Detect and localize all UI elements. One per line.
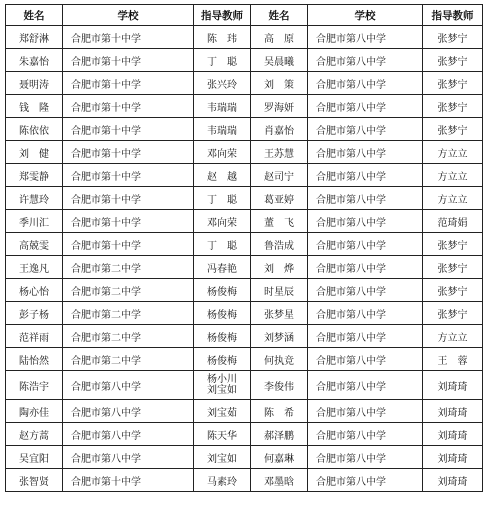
cell-school: 合肥市第十中学	[63, 187, 194, 210]
cell-student-name-2: 罗海妍	[251, 95, 308, 118]
table-row	[6, 348, 483, 371]
cell-school-2: 合肥市第八中学	[308, 256, 423, 279]
cell-school: 合肥市第八中学	[63, 446, 194, 469]
cell-student-name-2: 李俊伟	[251, 371, 308, 400]
table-row	[6, 279, 483, 302]
cell-advisor-2: 方立立	[423, 325, 483, 348]
cell-student-name-2: 郝泽鹏	[251, 423, 308, 446]
cell-school-2: 合肥市第八中学	[308, 279, 423, 302]
cell-advisor-2: 张梦宁	[423, 279, 483, 302]
cell-advisor-2: 刘琦琦	[423, 400, 483, 423]
cell-student-name: 吴宜阳	[6, 446, 63, 469]
cell-advisor: 赵 越	[194, 164, 251, 187]
cell-student-name-2: 陈 希	[251, 400, 308, 423]
cell-school-2: 合肥市第八中学	[308, 72, 423, 95]
cell-advisor-2: 张梦宁	[423, 26, 483, 49]
header-school-2: 学校	[308, 5, 423, 26]
table-row	[6, 49, 483, 72]
cell-student-name-2: 邓墨晗	[251, 469, 308, 492]
cell-advisor: 丁 聪	[194, 187, 251, 210]
cell-school: 合肥市第十中学	[63, 469, 194, 492]
cell-advisor-2: 张梦宁	[423, 302, 483, 325]
cell-school-2: 合肥市第八中学	[308, 325, 423, 348]
table-row	[6, 446, 483, 469]
cell-line: 杨小川	[207, 374, 237, 385]
cell-advisor-2: 张梦宁	[423, 256, 483, 279]
cell-student-name-2: 赵司宁	[251, 164, 308, 187]
cell-advisor: 杨俊梅	[194, 302, 251, 325]
cell-student-name-2: 何执竞	[251, 348, 308, 371]
cell-advisor-2: 张梦宁	[423, 233, 483, 256]
cell-school-2: 合肥市第八中学	[308, 348, 423, 371]
cell-advisor: 丁 聪	[194, 233, 251, 256]
table-row	[6, 72, 483, 95]
cell-advisor-2: 张梦宁	[423, 49, 483, 72]
cell-advisor-2: 刘琦琦	[423, 446, 483, 469]
cell-advisor: 丁 聪	[194, 49, 251, 72]
cell-advisor-2: 刘琦琦	[423, 469, 483, 492]
cell-student-name-2: 肖嘉怡	[251, 118, 308, 141]
cell-student-name: 钱 隆	[6, 95, 63, 118]
cell-school: 合肥市第十中学	[63, 210, 194, 233]
cell-advisor-2: 刘琦琦	[423, 423, 483, 446]
cell-advisor: 杨俊梅	[194, 279, 251, 302]
cell-school-2: 合肥市第八中学	[308, 95, 423, 118]
table-row	[6, 371, 483, 400]
header-advisor: 指导教师	[194, 5, 251, 26]
cell-school: 合肥市第二中学	[63, 348, 194, 371]
cell-student-name: 陈浩宇	[6, 371, 63, 400]
cell-school: 合肥市第十中学	[63, 118, 194, 141]
cell-advisor: 邓向荣	[194, 141, 251, 164]
cell-student-name: 杨心怡	[6, 279, 63, 302]
cell-school: 合肥市第十中学	[63, 72, 194, 95]
cell-school: 合肥市第二中学	[63, 279, 194, 302]
cell-advisor: 韦瑞瑞	[194, 95, 251, 118]
cell-student-name: 范祥雨	[6, 325, 63, 348]
cell-advisor-2: 方立立	[423, 141, 483, 164]
table-row	[6, 325, 483, 348]
header-row	[6, 5, 483, 26]
table-row	[6, 26, 483, 49]
cell-advisor-2: 方立立	[423, 164, 483, 187]
cell-school-2: 合肥市第八中学	[308, 118, 423, 141]
table-row	[6, 400, 483, 423]
cell-advisor: 冯春艳	[194, 256, 251, 279]
cell-student-name-2: 葛亚婷	[251, 187, 308, 210]
cell-student-name-2: 时星辰	[251, 279, 308, 302]
table-row	[6, 210, 483, 233]
cell-student-name-2: 王苏慧	[251, 141, 308, 164]
cell-school: 合肥市第十中学	[63, 49, 194, 72]
cell-student-name-2: 刘 策	[251, 72, 308, 95]
cell-student-name-2: 张梦星	[251, 302, 308, 325]
cell-school-2: 合肥市第八中学	[308, 423, 423, 446]
cell-school: 合肥市第二中学	[63, 302, 194, 325]
cell-student-name: 郑舒淋	[6, 26, 63, 49]
cell-school-2: 合肥市第八中学	[308, 400, 423, 423]
cell-student-name: 陶亦佳	[6, 400, 63, 423]
cell-advisor	[194, 371, 251, 400]
cell-school-2: 合肥市第八中学	[308, 164, 423, 187]
cell-student-name: 陈依依	[6, 118, 63, 141]
cell-school-2: 合肥市第八中学	[308, 210, 423, 233]
cell-advisor: 韦瑞瑞	[194, 118, 251, 141]
table-row	[6, 141, 483, 164]
cell-school-2: 合肥市第八中学	[308, 26, 423, 49]
cell-school: 合肥市第八中学	[63, 423, 194, 446]
header-name: 姓名	[6, 5, 63, 26]
cell-advisor-2: 张梦宁	[423, 118, 483, 141]
table-row	[6, 164, 483, 187]
cell-school-2: 合肥市第八中学	[308, 233, 423, 256]
cell-advisor-2: 张梦宁	[423, 95, 483, 118]
cell-advisor-2: 方立立	[423, 187, 483, 210]
cell-school-2: 合肥市第八中学	[308, 141, 423, 164]
header-name-2: 姓名	[251, 5, 308, 26]
cell-student-name: 赵方蒿	[6, 423, 63, 446]
header-school: 学校	[63, 5, 194, 26]
cell-school-2: 合肥市第八中学	[308, 302, 423, 325]
cell-advisor: 杨俊梅	[194, 325, 251, 348]
cell-school: 合肥市第八中学	[63, 371, 194, 400]
cell-student-name-2: 董 飞	[251, 210, 308, 233]
cell-student-name-2: 刘 烨	[251, 256, 308, 279]
table-row	[6, 469, 483, 492]
cell-school-2: 合肥市第八中学	[308, 446, 423, 469]
cell-student-name: 郑雯静	[6, 164, 63, 187]
roster-body	[6, 26, 483, 492]
cell-school: 合肥市第二中学	[63, 325, 194, 348]
cell-school: 合肥市第八中学	[63, 400, 194, 423]
cell-school: 合肥市第十中学	[63, 141, 194, 164]
cell-student-name: 许慧玲	[6, 187, 63, 210]
cell-advisor-2: 范琦娟	[423, 210, 483, 233]
cell-student-name: 高兢雯	[6, 233, 63, 256]
table-row	[6, 423, 483, 446]
cell-school-2: 合肥市第八中学	[308, 469, 423, 492]
cell-student-name-2: 刘梦涵	[251, 325, 308, 348]
cell-advisor: 陈 玮	[194, 26, 251, 49]
cell-student-name: 聂明涛	[6, 72, 63, 95]
cell-advisor: 马素玲	[194, 469, 251, 492]
cell-advisor: 刘宝如	[194, 446, 251, 469]
cell-student-name-2: 吴晨曦	[251, 49, 308, 72]
table-row	[6, 233, 483, 256]
cell-student-name: 张智贤	[6, 469, 63, 492]
cell-student-name: 陆怡然	[6, 348, 63, 371]
cell-school-2: 合肥市第八中学	[308, 49, 423, 72]
cell-school-2: 合肥市第八中学	[308, 187, 423, 210]
cell-student-name-2: 高 原	[251, 26, 308, 49]
cell-student-name: 朱嘉怡	[6, 49, 63, 72]
cell-student-name-2: 何嘉琳	[251, 446, 308, 469]
cell-school: 合肥市第十中学	[63, 233, 194, 256]
cell-student-name: 季川汇	[6, 210, 63, 233]
table-row	[6, 187, 483, 210]
cell-advisor-2: 王 蓉	[423, 348, 483, 371]
cell-school: 合肥市第二中学	[63, 256, 194, 279]
cell-advisor: 杨俊梅	[194, 348, 251, 371]
cell-student-name: 王逸凡	[6, 256, 63, 279]
cell-advisor-2: 张梦宁	[423, 72, 483, 95]
cell-student-name: 彭子杨	[6, 302, 63, 325]
cell-advisor: 张兴玲	[194, 72, 251, 95]
cell-school: 合肥市第十中学	[63, 26, 194, 49]
cell-student-name: 刘 健	[6, 141, 63, 164]
table-row	[6, 118, 483, 141]
cell-student-name-2: 鲁浩成	[251, 233, 308, 256]
table-row	[6, 95, 483, 118]
cell-advisor: 邓向荣	[194, 210, 251, 233]
cell-line: 刘宝如	[207, 385, 237, 396]
table-row	[6, 256, 483, 279]
cell-advisor-2: 刘琦琦	[423, 371, 483, 400]
roster-table	[5, 4, 483, 492]
cell-school: 合肥市第十中学	[63, 95, 194, 118]
header-advisor-2: 指导教师	[423, 5, 483, 26]
cell-advisor: 陈天华	[194, 423, 251, 446]
cell-school: 合肥市第十中学	[63, 164, 194, 187]
table-row	[6, 302, 483, 325]
cell-advisor: 刘宝茹	[194, 400, 251, 423]
cell-school-2: 合肥市第八中学	[308, 371, 423, 400]
